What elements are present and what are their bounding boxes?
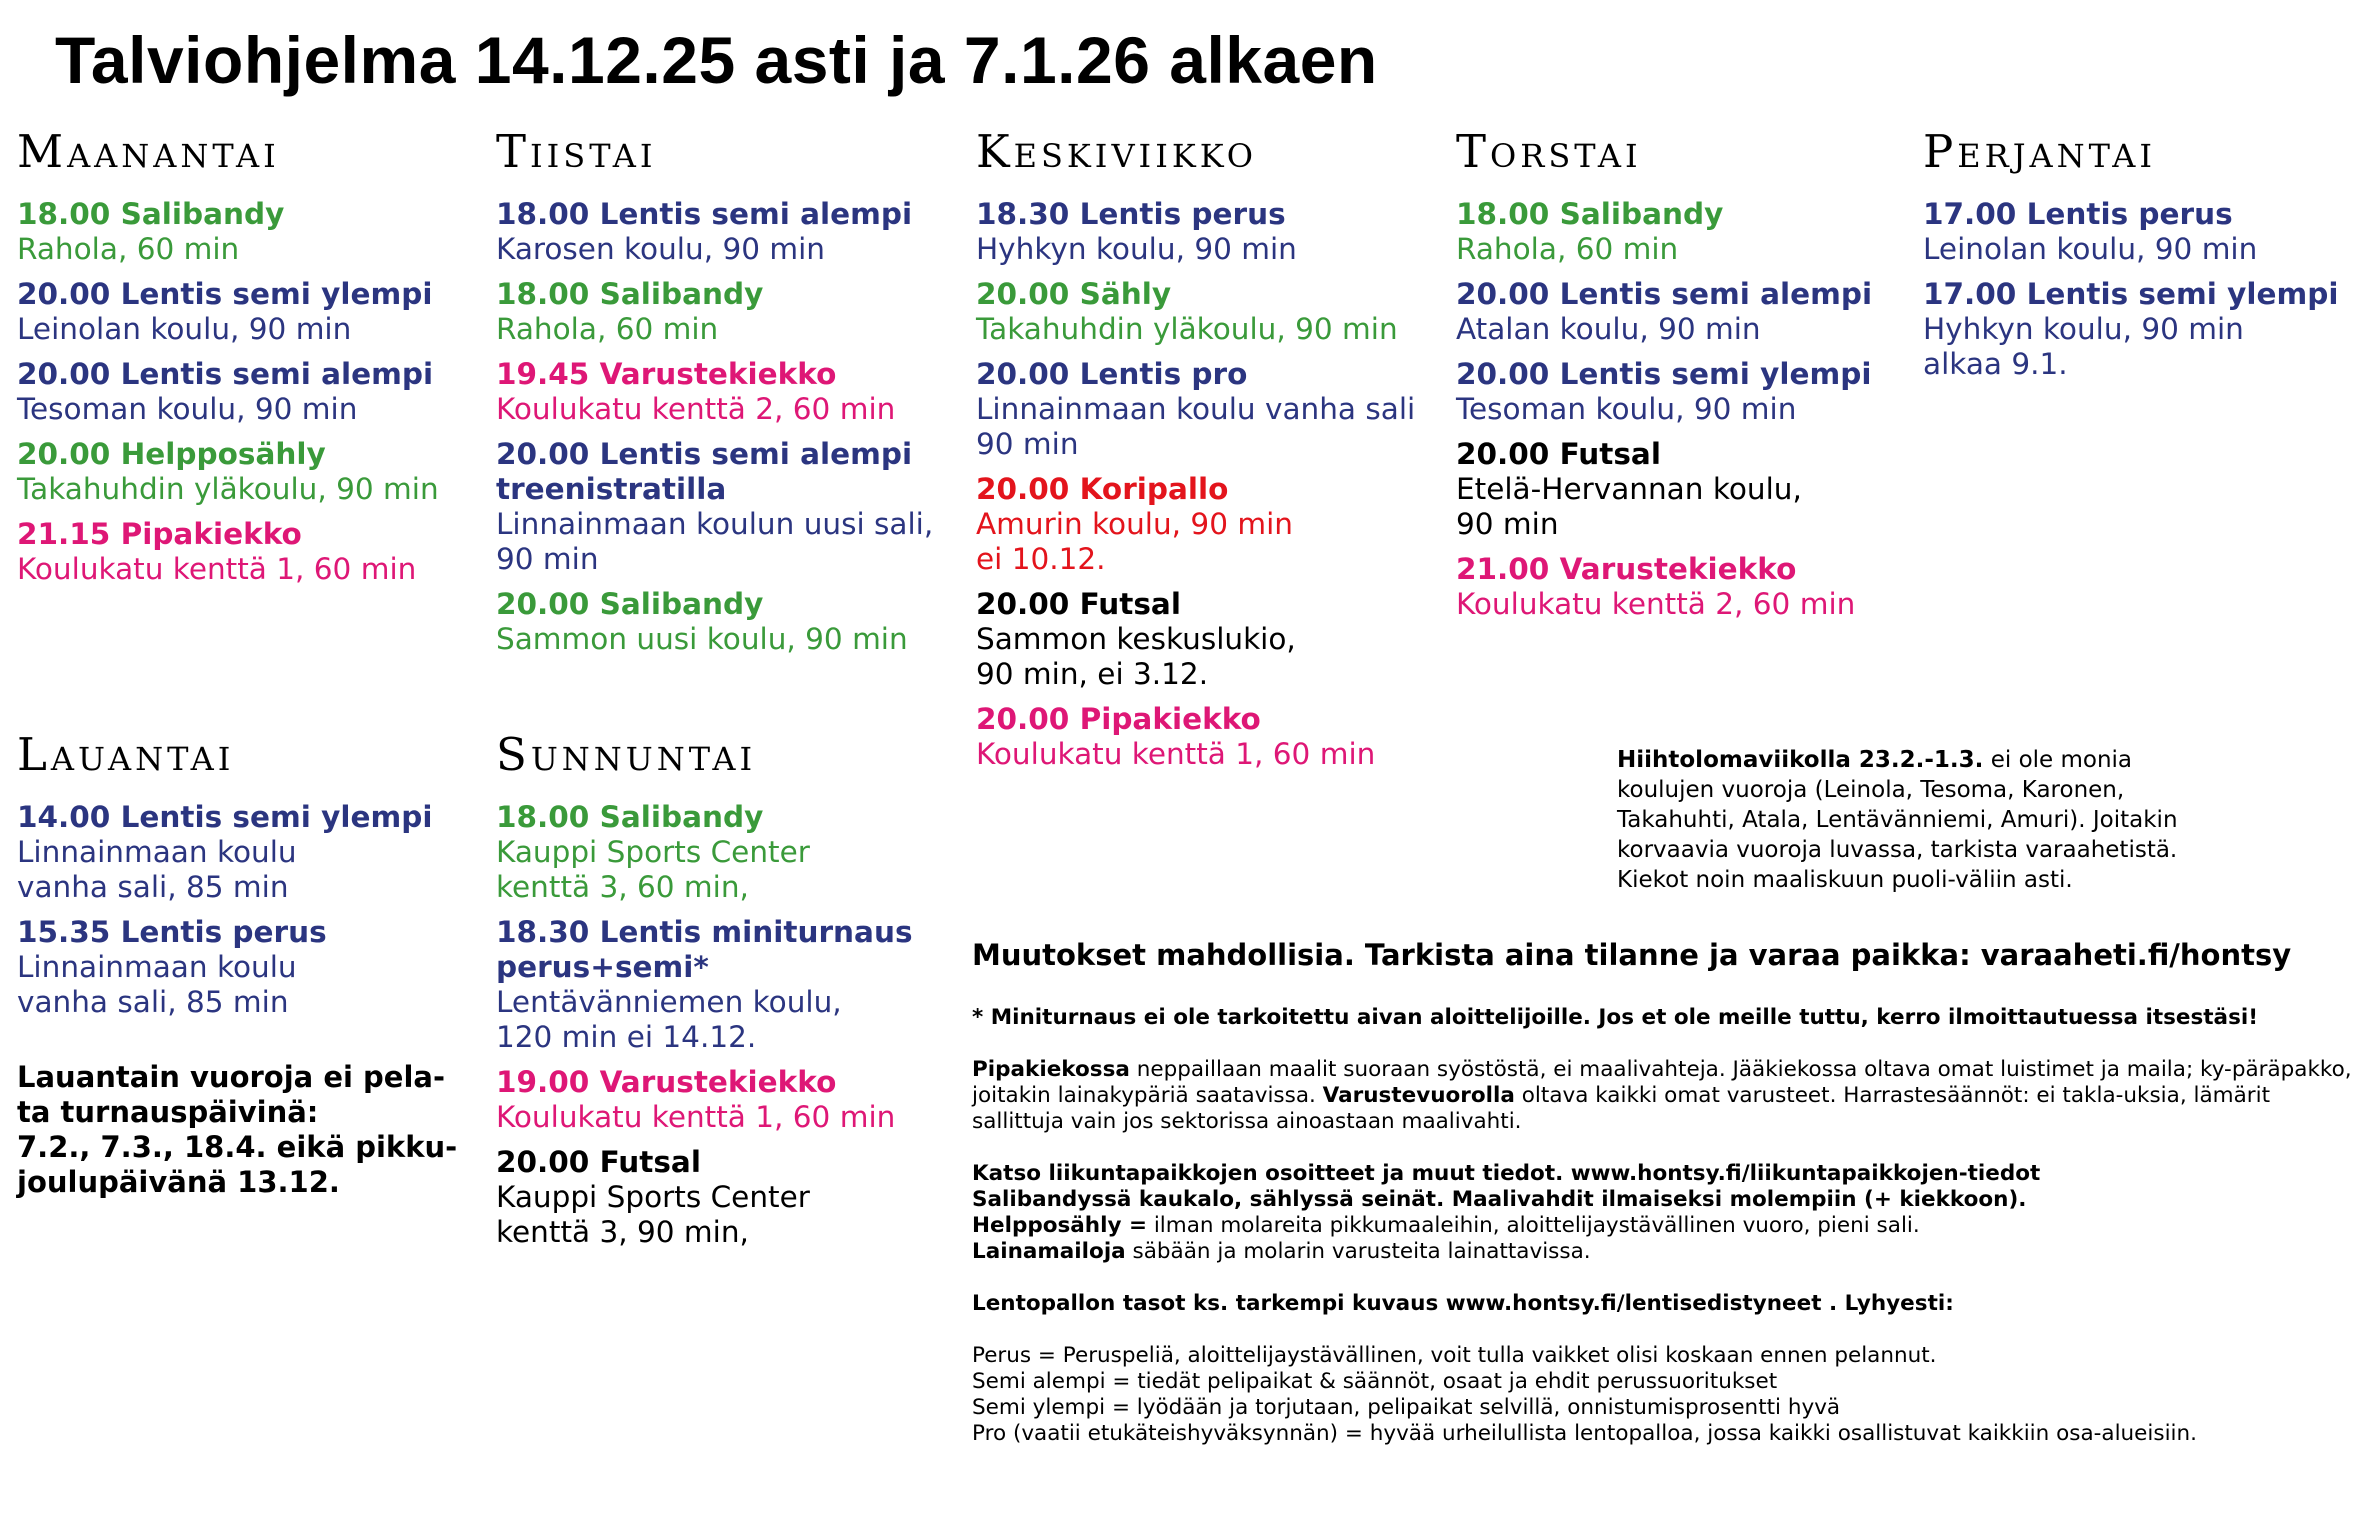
event-tuesday-4 — [496, 587, 956, 657]
event-heading-cont: treenistratilla — [496, 472, 727, 506]
column-thursday — [1456, 125, 1916, 632]
event-heading: 20.00 Lentis semi ylempi — [17, 277, 433, 311]
saturday-tournament-note — [17, 1060, 477, 1200]
event-detail: Tesoman koulu, 90 min — [1456, 392, 1797, 426]
event-heading: 20.00 Pipakiekko — [976, 702, 1261, 736]
event-heading: 18.30 Lentis miniturnaus — [496, 915, 913, 949]
pipakiekko-bold: Pipakiekossa — [972, 1057, 1130, 1082]
event-wednesday-5 — [976, 702, 1436, 772]
event-heading: 20.00 Salibandy — [496, 587, 764, 621]
event-detail: Koulukatu kenttä 1, 60 min — [976, 737, 1376, 771]
event-detail: Rahola, 60 min — [17, 232, 240, 266]
event-thursday-2 — [1456, 357, 1916, 427]
lainamailoja-text: säbään ja molarin varusteita lainattavissa. — [1125, 1239, 1591, 1264]
lainamailoja-bold: Lainamailoja — [972, 1239, 1126, 1264]
event-thursday-0 — [1456, 197, 1916, 267]
column-saturday — [17, 728, 477, 1200]
day-heading-monday: Maanantai — [17, 125, 280, 178]
event-detail: Koulukatu kenttä 1, 60 min — [496, 1100, 896, 1134]
level-line: Semi ylempi = lyödään ja torjutaan, pelipaikat selvillä, onnistumisprosentti hyvä — [972, 1395, 1841, 1420]
event-monday-0 — [17, 197, 477, 267]
event-heading: 18.30 Lentis perus — [976, 197, 1286, 231]
event-detail: Koulukatu kenttä 2, 60 min — [496, 392, 896, 426]
event-heading: 21.15 Pipakiekko — [17, 517, 302, 551]
event-detail: kenttä 3, 60 min, — [496, 870, 749, 904]
event-detail: Koulukatu kenttä 2, 60 min — [1456, 587, 1856, 621]
level-line: Perus = Peruspeliä, aloittelijaystävällinen, voit tulla vaikket olisi koskaan ennen pelannut. — [972, 1343, 1937, 1368]
note-line: Lauantain vuoroja ei pela- — [17, 1060, 446, 1094]
holiday-note — [1617, 745, 2217, 895]
event-heading: 20.00 Sähly — [976, 277, 1172, 311]
event-detail: Hyhkyn koulu, 90 min — [976, 232, 1297, 266]
event-detail: Kauppi Sports Center — [496, 1180, 810, 1214]
event-detail: Sammon keskuslukio, — [976, 622, 1296, 656]
event-friday-0 — [1923, 197, 2362, 267]
event-heading: 18.00 Salibandy — [1456, 197, 1724, 231]
column-wednesday — [976, 125, 1436, 782]
note-line: 7.2., 7.3., 18.4. eikä pikku- — [17, 1130, 458, 1164]
event-sunday-2 — [496, 1065, 956, 1135]
event-detail: Linnainmaan koulu vanha sali — [976, 392, 1416, 426]
places-text: Katso liikuntapaikkojen osoitteet ja muut tiedot. www.hontsy.fi/liikuntapaikkojen-tiedot — [972, 1161, 2041, 1186]
event-heading: 18.00 Salibandy — [496, 800, 764, 834]
event-detail: 90 min — [1456, 507, 1559, 541]
miniturnaus-text: * Miniturnaus ei ole tarkoitettu aivan aloittelijoille. Jos et ole meille tuttu, kerro ilmoittautuessa itsestäsi! — [972, 1005, 2259, 1030]
event-detail: Tesoman koulu, 90 min — [17, 392, 358, 426]
event-detail: Lentävänniemen koulu, — [496, 985, 842, 1019]
event-thursday-1 — [1456, 277, 1916, 347]
event-detail: Linnainmaan koulu — [17, 950, 297, 984]
event-detail: Amurin koulu, 90 min — [976, 507, 1293, 541]
event-heading: 20.00 Futsal — [1456, 437, 1661, 471]
event-monday-1 — [17, 277, 477, 347]
places-block — [972, 1161, 2352, 1265]
event-tuesday-3 — [496, 437, 956, 577]
event-thursday-3 — [1456, 437, 1916, 542]
event-wednesday-1 — [976, 277, 1436, 347]
event-detail: kenttä 3, 90 min, — [496, 1215, 749, 1249]
event-detail: Leinolan koulu, 90 min — [17, 312, 352, 346]
event-tuesday-0 — [496, 197, 956, 267]
helpposahly-text: ilman molareita pikkumaaleihin, aloittelijaystävällinen vuoro, pieni sali. — [1147, 1213, 1920, 1238]
event-wednesday-0 — [976, 197, 1436, 267]
salibandy-text: Salibandyssä kaukalo, sählyssä seinät. Maalivahdit ilmaiseksi molempiin (+ kiekkoon). — [972, 1187, 2027, 1212]
event-detail: 120 min ei 14.12. — [496, 1020, 757, 1054]
event-detail: Linnainmaan koulu — [17, 835, 297, 869]
holiday-note-text: ei ole monia koulujen vuoroja (Leinola, Tesoma, Karonen, Takahuhti, Atala, Lentävänniemi, Amuri). Joitakin korvaavia vuoroja luvassa, tarkista varaahetistä. Kiekot noin maaliskuun puoli-väliin asti. — [1617, 747, 2178, 893]
event-monday-3 — [17, 437, 477, 507]
varustevuoro-bold: Varustevuorolla — [1322, 1083, 1515, 1108]
day-heading-tuesday: Tiistai — [496, 125, 657, 178]
event-heading: 20.00 Lentis semi alempi — [496, 437, 913, 471]
pipakiekko-note — [972, 1057, 2352, 1135]
event-heading: 20.00 Helpposähly — [17, 437, 326, 471]
event-detail: alkaa 9.1. — [1923, 347, 2068, 381]
fine-print — [972, 1005, 2352, 1447]
event-detail: Rahola, 60 min — [496, 312, 719, 346]
event-tuesday-2 — [496, 357, 956, 427]
column-sunday — [496, 728, 956, 1260]
pipakiekko-text: neppaillaan maalit suoraan syöstöstä, ei maalivahteja. Jääkiekossa oltava omat luistimet ja maila; ky-päräpakko, joitakin lainakypäriä saatavissa. — [972, 1057, 2352, 1108]
event-detail: Rahola, 60 min — [1456, 232, 1679, 266]
event-detail: 90 min, ei 3.12. — [976, 657, 1209, 691]
note-line: joulupäivänä 13.12. — [17, 1165, 340, 1199]
varustevuoro-text: oltava kaikki omat varusteet. Harrastesäännöt: ei takla-uksia, lämärit sallittuja vain jos sektorissa ainoastaan maalivahti. — [972, 1083, 2270, 1134]
event-heading: 14.00 Lentis semi ylempi — [17, 800, 433, 834]
event-sunday-0 — [496, 800, 956, 905]
event-heading: 20.00 Koripallo — [976, 472, 1229, 506]
holiday-note-bold: Hiihtolomaviikolla 23.2.-1.3. — [1617, 747, 1984, 773]
event-heading: 21.00 Varustekiekko — [1456, 552, 1797, 586]
note-line: ta turnauspäivinä: — [17, 1095, 319, 1129]
event-detail: Takahuhdin yläkoulu, 90 min — [17, 472, 439, 506]
event-detail: Kauppi Sports Center — [496, 835, 810, 869]
day-heading-saturday: Lauantai — [17, 728, 235, 781]
event-monday-4 — [17, 517, 477, 587]
level-line: Semi alempi = tiedät pelipaikat & säännöt, osaat ja ehdit perussuoritukset — [972, 1369, 1778, 1394]
event-heading: 20.00 Futsal — [976, 587, 1181, 621]
level-line: Pro (vaatii etukäteishyväksynnän) = hyvää urheilullista lentopalloa, jossa kaikki osallistuvat kaikkiin osa-alueisiin. — [972, 1421, 2197, 1446]
column-tuesday — [496, 125, 956, 667]
event-detail: Hyhkyn koulu, 90 min — [1923, 312, 2244, 346]
event-wednesday-2 — [976, 357, 1436, 462]
event-heading: 20.00 Lentis semi alempi — [17, 357, 434, 391]
event-heading: 20.00 Lentis pro — [976, 357, 1248, 391]
event-sunday-1 — [496, 915, 956, 1055]
levels-list — [972, 1343, 2352, 1447]
column-friday — [1923, 125, 2362, 392]
event-heading: 18.00 Salibandy — [496, 277, 764, 311]
event-detail: Linnainmaan koulun uusi sali, — [496, 507, 934, 541]
event-detail: vanha sali, 85 min — [17, 985, 289, 1019]
event-detail: Takahuhdin yläkoulu, 90 min — [976, 312, 1398, 346]
page-title: Talviohjelma 14.12.25 asti ja 7.1.26 alkaen — [55, 23, 1378, 97]
event-heading: 20.00 Lentis semi alempi — [1456, 277, 1873, 311]
event-heading: 18.00 Lentis semi alempi — [496, 197, 913, 231]
event-heading: 17.00 Lentis semi ylempi — [1923, 277, 2339, 311]
event-heading: 18.00 Salibandy — [17, 197, 285, 231]
event-wednesday-4 — [976, 587, 1436, 692]
event-heading: 19.00 Varustekiekko — [496, 1065, 837, 1099]
event-heading: 19.45 Varustekiekko — [496, 357, 837, 391]
event-detail: Etelä-Hervannan koulu, — [1456, 472, 1802, 506]
day-heading-sunday: Sunnuntai — [496, 728, 757, 781]
event-sunday-3 — [496, 1145, 956, 1250]
event-monday-2 — [17, 357, 477, 427]
event-wednesday-3 — [976, 472, 1436, 577]
event-detail: ei 10.12. — [976, 542, 1106, 576]
event-heading: 17.00 Lentis perus — [1923, 197, 2233, 231]
event-detail: Atalan koulu, 90 min — [1456, 312, 1761, 346]
event-detail: Sammon uusi koulu, 90 min — [496, 622, 908, 656]
day-heading-wednesday: Keskiviikko — [976, 125, 1258, 178]
helpposahly-bold: Helpposähly = — [972, 1213, 1147, 1238]
changes-notice: Muutokset mahdollisia. Tarkista aina tilanne ja varaa paikka: varaaheti.fi/hontsy — [972, 938, 2292, 972]
event-heading: 20.00 Futsal — [496, 1145, 701, 1179]
day-heading-thursday: Torstai — [1456, 125, 1642, 178]
event-saturday-1 — [17, 915, 477, 1020]
event-detail: Karosen koulu, 90 min — [496, 232, 825, 266]
levels-heading: Lentopallon tasot ks. tarkempi kuvaus www.hontsy.fi/lentisedistyneet . Lyhyesti: — [972, 1291, 1954, 1316]
miniturnaus-note — [972, 1005, 2352, 1031]
event-detail: 90 min — [496, 542, 599, 576]
event-detail: Leinolan koulu, 90 min — [1923, 232, 2258, 266]
event-saturday-0 — [17, 800, 477, 905]
event-thursday-4 — [1456, 552, 1916, 622]
event-heading-cont: perus+semi* — [496, 950, 709, 984]
event-detail: 90 min — [976, 427, 1079, 461]
column-monday — [17, 125, 477, 597]
event-friday-1 — [1923, 277, 2362, 382]
event-detail: Koulukatu kenttä 1, 60 min — [17, 552, 417, 586]
event-heading: 20.00 Lentis semi ylempi — [1456, 357, 1872, 391]
day-heading-friday: Perjantai — [1923, 125, 2157, 178]
event-tuesday-1 — [496, 277, 956, 347]
event-detail: vanha sali, 85 min — [17, 870, 289, 904]
event-heading: 15.35 Lentis perus — [17, 915, 327, 949]
